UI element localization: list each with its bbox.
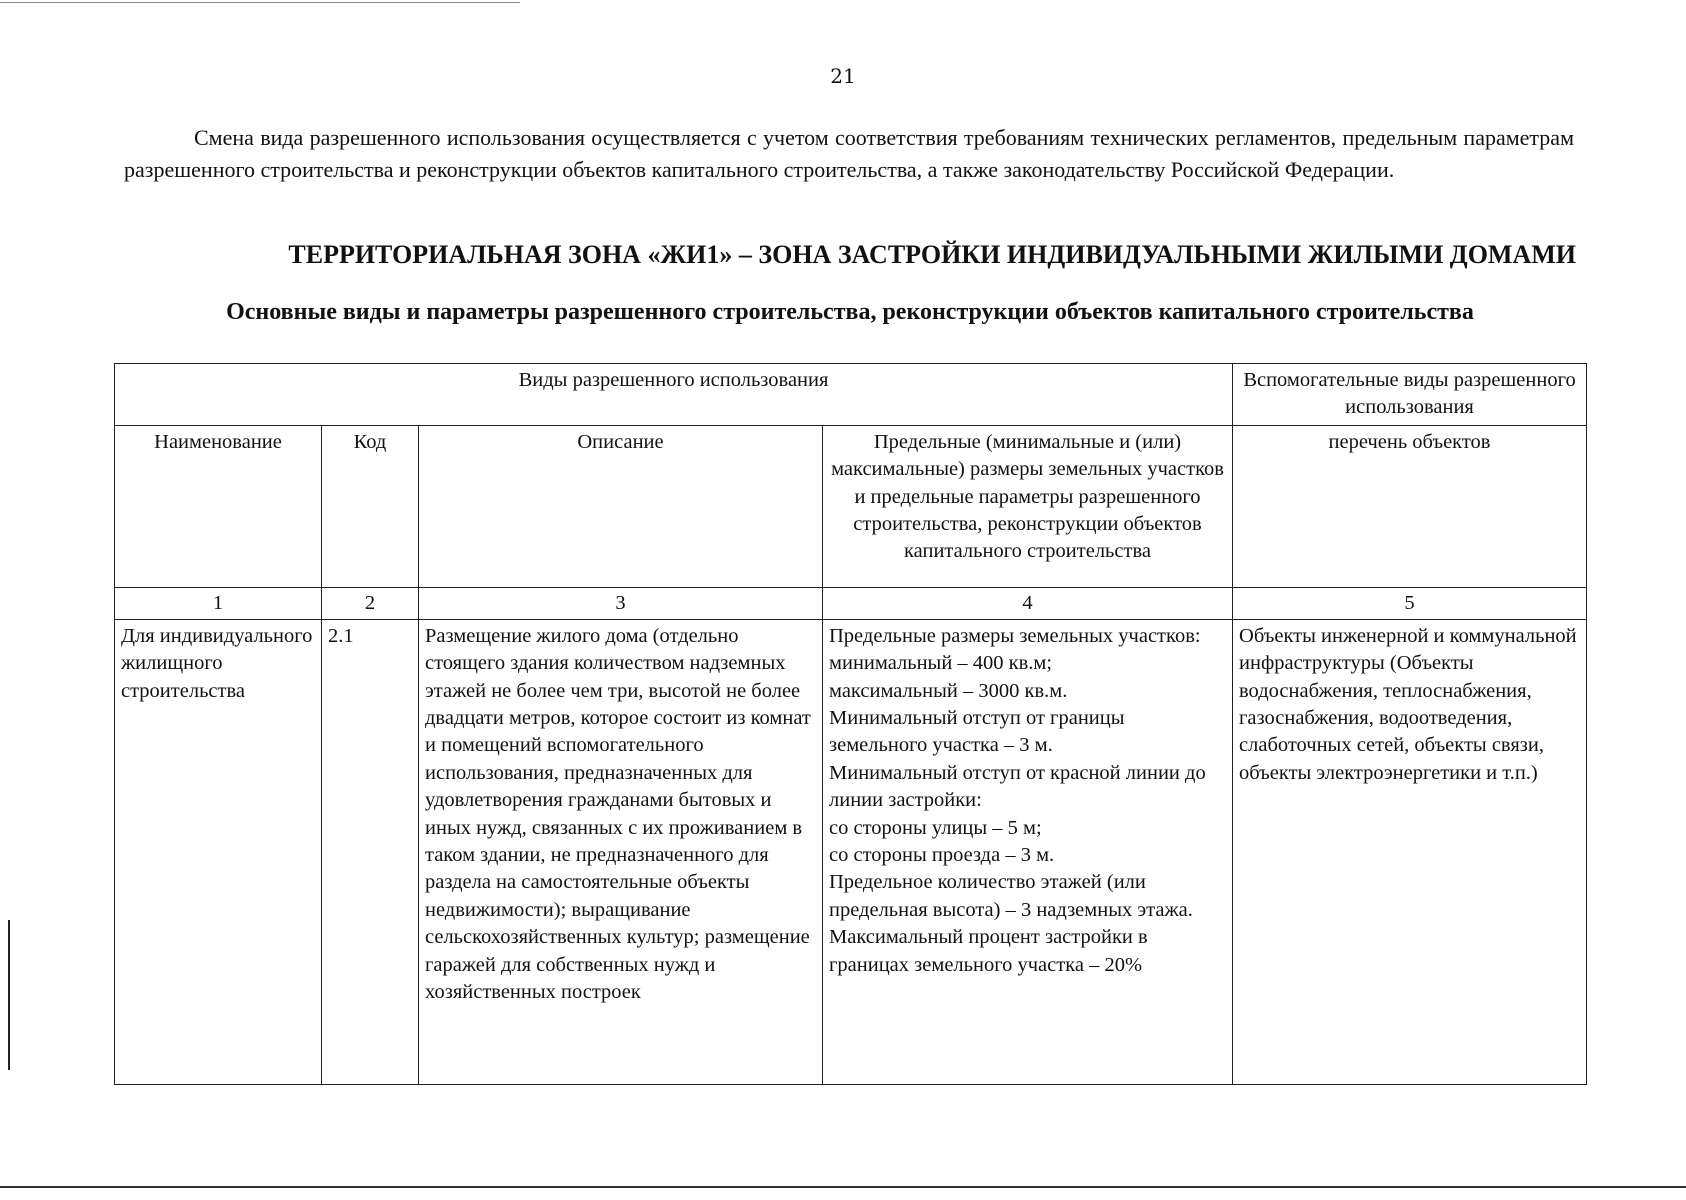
zoning-table — [114, 363, 1587, 1085]
cell-aux-objects: Объекты инженерной и коммунальной инфраструктуры (Объекты водоснабжения, теплоснабжения, газоснабжения, водоотведения, слаботочных сетей, объекты связи, объекты электроэнергетики и т.п.) — [1233, 619, 1587, 1084]
intro-paragraph — [124, 122, 1574, 186]
column-header-description: Описание — [419, 425, 823, 587]
table-row — [115, 619, 1587, 1084]
group-header-aux: Вспомогательные виды разрешенного использования — [1233, 364, 1587, 426]
zone-title: ТЕРРИТОРИАЛЬНАЯ ЗОНА «ЖИ1» – ЗОНА ЗАСТРОЙКИ ИНДИВИДУАЛЬНЫМИ ЖИЛЫМИ ДОМАМИ — [288, 240, 1576, 269]
column-header-name: Наименование — [115, 425, 322, 587]
column-number: 4 — [823, 587, 1233, 619]
group-header-main: Виды разрешенного использования — [115, 364, 1233, 426]
scan-edge-bottom — [0, 1186, 1686, 1188]
column-number: 1 — [115, 587, 322, 619]
column-header-row — [115, 425, 1587, 587]
column-number-row — [115, 587, 1587, 619]
column-header-aux-objects: перечень объектов — [1233, 425, 1587, 587]
scan-edge-top — [0, 2, 520, 3]
column-number: 3 — [419, 587, 823, 619]
intro-paragraph-text: Смена вида разрешенного использования осуществляется с учетом соответствия требованиям технических регламентов, предельным параметрам разрешенного строительства и реконструкции объектов капитального строительства, а также законодательству Российской Федерации. — [124, 125, 1574, 182]
column-header-parameters: Предельные (минимальные и (или) максимальные) размеры земельных участков и предельные параметры разрешенного строительства, реконструкции объектов капитального строительства — [823, 425, 1233, 587]
table-title: Основные виды и параметры разрешенного строительства, реконструкции объектов капитального строительства — [226, 299, 1474, 325]
cell-description: Размещение жилого дома (отдельно стоящего здания количеством надземных этажей не более чем три, высотой не более двадцати метров, которое состоит из комнат и помещений вспомогательного использования, предназначенных для удовлетворения гражданами бытовых и иных нужд, связанных с их проживанием в таком здании, не предназначенного для раздела на самостоятельные объекты недвижимости); выращивание сельскохозяйственных культур; размещение гаражей для собственных нужд и хозяйственных построек — [419, 619, 823, 1084]
scan-edge-left — [8, 920, 10, 1070]
group-header-row — [115, 364, 1587, 426]
cell-code: 2.1 — [322, 619, 419, 1084]
column-number: 2 — [322, 587, 419, 619]
page-number: 21 — [830, 64, 856, 88]
cell-parameters: Предельные размеры земельных участков: минимальный – 400 кв.м; максимальный – 3000 кв.м. Минимальный отступ от границы земельного участка – 3 м. Минимальный отступ от красной линии до линии застройки: со стороны улицы – 5 м; со стороны проезда – 3 м. Предельное количество этажей (или предельная высота) – 3 надземных этажа. Максимальный процент застройки в границах земельного участка – 20% — [823, 619, 1233, 1084]
column-header-code: Код — [322, 425, 419, 587]
cell-name: Для индивидуального жилищного строительства — [115, 619, 322, 1084]
column-number: 5 — [1233, 587, 1587, 619]
